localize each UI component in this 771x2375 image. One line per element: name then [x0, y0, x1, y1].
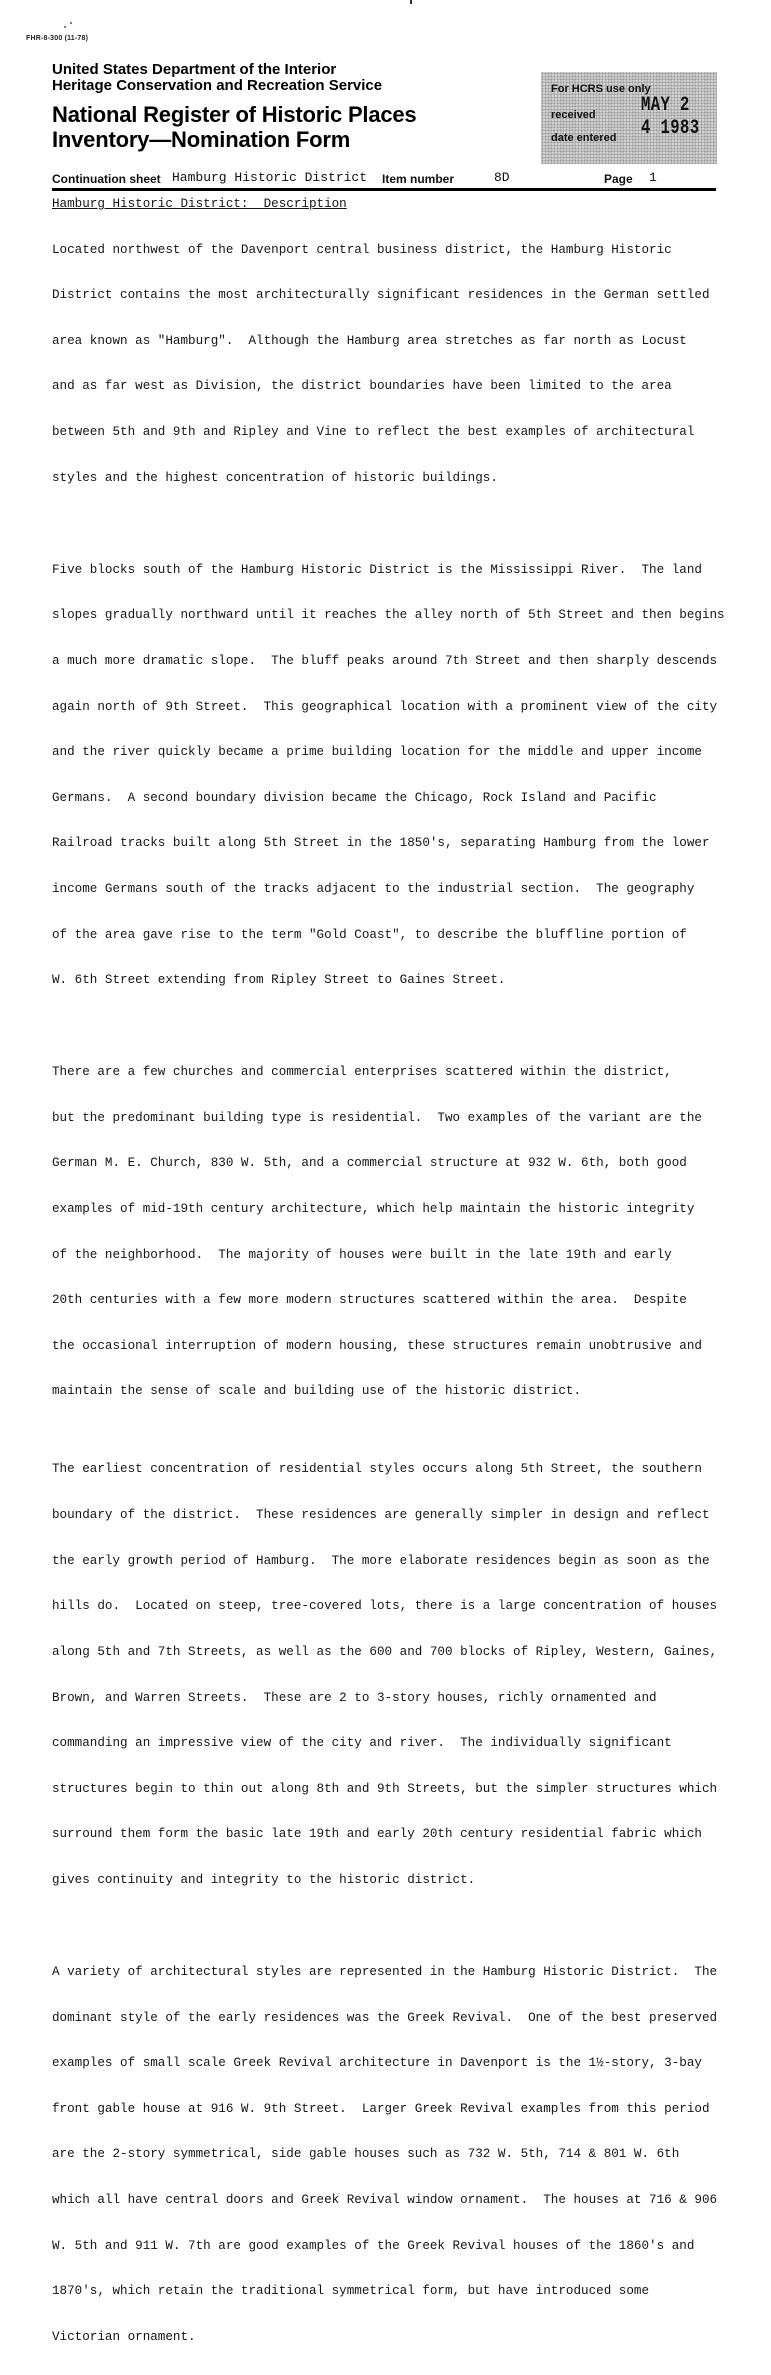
- text-line: Germans. A second boundary division became the Chicago, Rock Island and Pacific: [52, 790, 657, 805]
- paragraph-2: [52, 532, 732, 1019]
- text-line: 1870's, which retain the traditional symmetrical form, but have introduced some: [52, 2284, 650, 2299]
- paragraph-1: [52, 212, 732, 516]
- text-line: boundary of the district. These residences are generally simpler in design and reflect: [52, 1508, 710, 1523]
- text-line: structures begin to thin out along 8th and 9th Streets, but the simpler structures which: [52, 1781, 718, 1796]
- page-label: Page: [604, 172, 633, 186]
- text-line: commanding an impressive view of the city and river. The individually significant: [52, 1736, 672, 1751]
- text-line: German M. E. Church, 830 W. 5th, and a commercial structure at 932 W. 6th, both good: [52, 1156, 687, 1171]
- text-line: of the area gave rise to the term "Gold Coast", to describe the bluffline portion of: [52, 927, 687, 942]
- text-line: and the river quickly became a prime building location for the middle and upper income: [52, 745, 702, 760]
- text-line: which all have central doors and Greek Revival window ornament. The houses at 716 & 906: [52, 2193, 718, 2207]
- text-line: again north of 9th Street. This geographical location with a prominent view of the city: [52, 699, 718, 714]
- scan-speck: [70, 22, 72, 24]
- form-title: [52, 102, 416, 152]
- item-number-value: 8D: [494, 170, 510, 185]
- text-line: Located northwest of the Davenport central business district, the Hamburg Historic: [52, 242, 672, 257]
- text-line: Brown, and Warren Streets. These are 2 to 3-story houses, richly ornamented and: [52, 1690, 657, 1705]
- received-date-stamp: MAY 2 4 1983: [641, 94, 700, 140]
- form-title-line-2: Inventory—Nomination Form: [52, 127, 351, 152]
- text-line: slopes gradually northward until it reaches the alley north of 5th Street and then begins: [52, 608, 725, 623]
- text-line: but the predominant building type is residential. Two examples of the variant are the: [52, 1110, 702, 1125]
- continuation-row: [52, 168, 716, 190]
- text-line: front gable house at 916 W. 9th Street. Larger Greek Revival examples from this period: [52, 2101, 710, 2116]
- text-line: District contains the most architecturally significant residences in the German settled: [52, 288, 710, 303]
- text-line: along 5th and 7th Streets, as well as the 600 and 700 blocks of Ripley, Western, Gaines,: [52, 1644, 718, 1659]
- text-line: dominant style of the early residences was the Greek Revival. One of the best preserved: [52, 2010, 718, 2025]
- continuation-sheet-label: Continuation sheet: [52, 172, 161, 186]
- form-title-line-1: National Register of Historic Places: [52, 102, 417, 127]
- text-line: hills do. Located on steep, tree-covered lots, there is a large concentration of houses: [52, 1599, 718, 1614]
- hcrs-heading: For HCRS use only: [551, 83, 651, 95]
- agency-header: [52, 62, 382, 94]
- text-line: gives continuity and integrity to the historic district.: [52, 1872, 476, 1887]
- text-line: A variety of architectural styles are represented in the Hamburg Historic District. The: [52, 1964, 718, 1979]
- hcrs-use-box: [541, 72, 717, 164]
- text-line: income Germans south of the tracks adjacent to the industrial section. The geography: [52, 881, 695, 896]
- scan-speck: [64, 26, 66, 28]
- received-label: received: [551, 109, 596, 121]
- scan-mark: [410, 0, 412, 4]
- date-entered-label: date entered: [551, 132, 617, 144]
- text-line: the occasional interruption of modern housing, these structures remain unobtrusive and: [52, 1338, 702, 1353]
- text-line: maintain the sense of scale and building use of the historic district.: [52, 1384, 582, 1399]
- text-line: the early growth period of Hamburg. The more elaborate residences begin as soon as the: [52, 1553, 710, 1568]
- paragraph-3: [52, 1035, 732, 1430]
- text-line: styles and the highest concentration of historic buildings.: [52, 470, 498, 485]
- page-number-value: 1: [649, 170, 657, 185]
- text-line: Five blocks south of the Hamburg Historic District is the Mississippi River. The land: [52, 562, 702, 577]
- agency-line-1: United States Department of the Interior: [52, 61, 337, 78]
- text-line: examples of small scale Greek Revival architecture in Davenport is the 1½-story, 3-bay: [52, 2056, 702, 2071]
- paragraph-4: [52, 1432, 732, 1919]
- text-line: are the 2-story symmetrical, side gable houses such as 732 W. 5th, 714 & 801 W. 6th: [52, 2147, 680, 2162]
- form-id: FHR-8-300 (11-78): [26, 35, 89, 42]
- text-line: and as far west as Division, the district boundaries have been limited to the area: [52, 379, 672, 394]
- header-rule: [52, 188, 716, 191]
- text-line: Railroad tracks built along 5th Street in the 1850's, separating Hamburg from the lower: [52, 836, 710, 851]
- text-line: examples of mid-19th century architecture, which help maintain the historic integrity: [52, 1202, 695, 1216]
- continuation-sheet-value: Hamburg Historic District: [172, 170, 368, 185]
- text-line: W. 6th Street extending from Ripley Street to Gaines Street.: [52, 973, 506, 988]
- text-line: 20th centuries with a few more modern structures scattered within the area. Despite: [52, 1293, 687, 1308]
- text-line: a much more dramatic slope. The bluff peaks around 7th Street and then sharply descends: [52, 653, 718, 668]
- text-line: between 5th and 9th and Ripley and Vine to reflect the best examples of architectural: [52, 425, 695, 440]
- paragraph-5: [52, 1935, 732, 2375]
- section-heading: Hamburg Historic District: Description: [52, 197, 347, 211]
- text-line: There are a few churches and commercial enterprises scattered within the district,: [52, 1065, 672, 1080]
- text-line: Victorian ornament.: [52, 2329, 196, 2344]
- text-line: The earliest concentration of residential styles occurs along 5th Street, the southern: [52, 1462, 702, 1477]
- agency-line-2: Heritage Conservation and Recreation Service: [52, 77, 383, 94]
- text-line: surround them form the basic late 19th and early 20th century residential fabric which: [52, 1827, 702, 1842]
- text-line: of the neighborhood. The majority of houses were built in the late 19th and early: [52, 1247, 672, 1262]
- item-number-label: Item number: [382, 172, 455, 186]
- document-body: [52, 197, 732, 2375]
- text-line: W. 5th and 911 W. 7th are good examples of the Greek Revival houses of the 1860's and: [52, 2238, 695, 2253]
- text-line: area known as "Hamburg". Although the Hamburg area stretches as far north as Locust: [52, 333, 687, 348]
